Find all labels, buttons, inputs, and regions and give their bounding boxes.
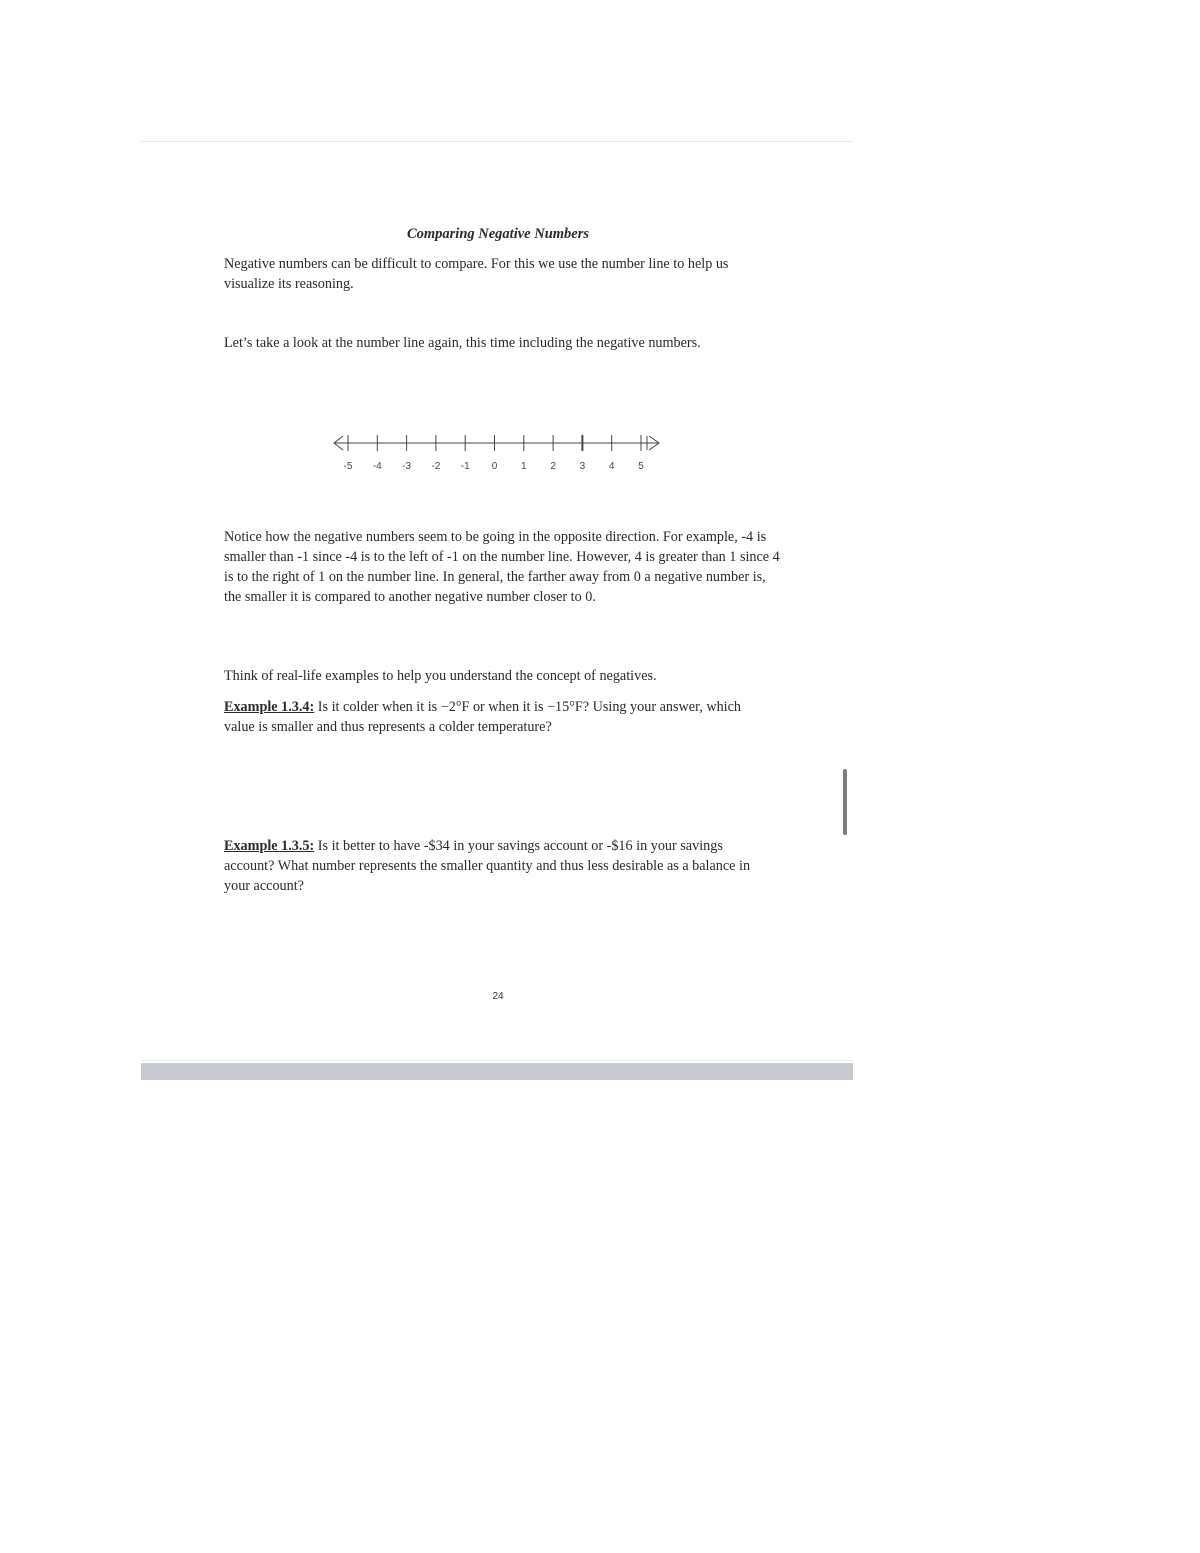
- intro-paragraph: Negative numbers can be difficult to compare. For this we use the number line to help us visualize its reasoning.: [224, 256, 729, 292]
- number-line-label: 3: [579, 461, 586, 472]
- example-label: Example 1.3.4:: [224, 699, 315, 715]
- bottom-rule: [141, 1060, 853, 1061]
- example-1-3-5: [224, 836, 764, 896]
- scroll-indicator[interactable]: [843, 769, 847, 835]
- number-line-label: -4: [372, 461, 382, 472]
- example-label: Example 1.3.5:: [224, 838, 315, 854]
- number-line-label: -3: [402, 461, 412, 472]
- section-title: Comparing Negative Numbers: [406, 226, 590, 242]
- top-page-rule: [141, 141, 853, 142]
- number-line-label: -2: [431, 461, 441, 472]
- page-footer-band: [141, 1063, 853, 1080]
- number-line-intro-paragraph: Let’s take a look at the number line again, this time including the negative numbers.: [224, 335, 701, 351]
- number-line-figure: [329, 430, 669, 480]
- number-line-label: -5: [343, 461, 353, 472]
- example-1-3-4: [224, 697, 744, 737]
- page-number: 24: [492, 991, 504, 1002]
- number-line-label: 1: [521, 461, 527, 472]
- number-line-label: -1: [460, 461, 470, 472]
- example-text: Is it colder when it is −2°F or when it is −15°F? Using your answer, which value is smaller and thus represents a colder temperature?: [224, 699, 741, 735]
- number-line-axis: [334, 436, 659, 450]
- number-line-label: 0: [491, 461, 498, 472]
- number-line-label: 4: [608, 461, 615, 472]
- real-life-paragraph: Think of real-life examples to help you understand the concept of negatives.: [224, 668, 657, 684]
- explanation-paragraph: Notice how the negative numbers seem to be going in the opposite direction. For example, -4 is smaller than -1 since -4 is to the left of -1 on the number line. However, 4 is greater than 1 since 4 is to the right of 1 on the number line. In general, the farther away from 0 a negative number is, the smaller it is compared to another negative number closer to 0.: [224, 529, 780, 605]
- example-text: Is it better to have -$34 in your savings account or -$16 in your savings account? What number represents the smaller quantity and thus less desirable as a balance in your account?: [224, 838, 751, 894]
- number-line-label: 2: [550, 461, 556, 472]
- number-line-label: 5: [638, 461, 644, 472]
